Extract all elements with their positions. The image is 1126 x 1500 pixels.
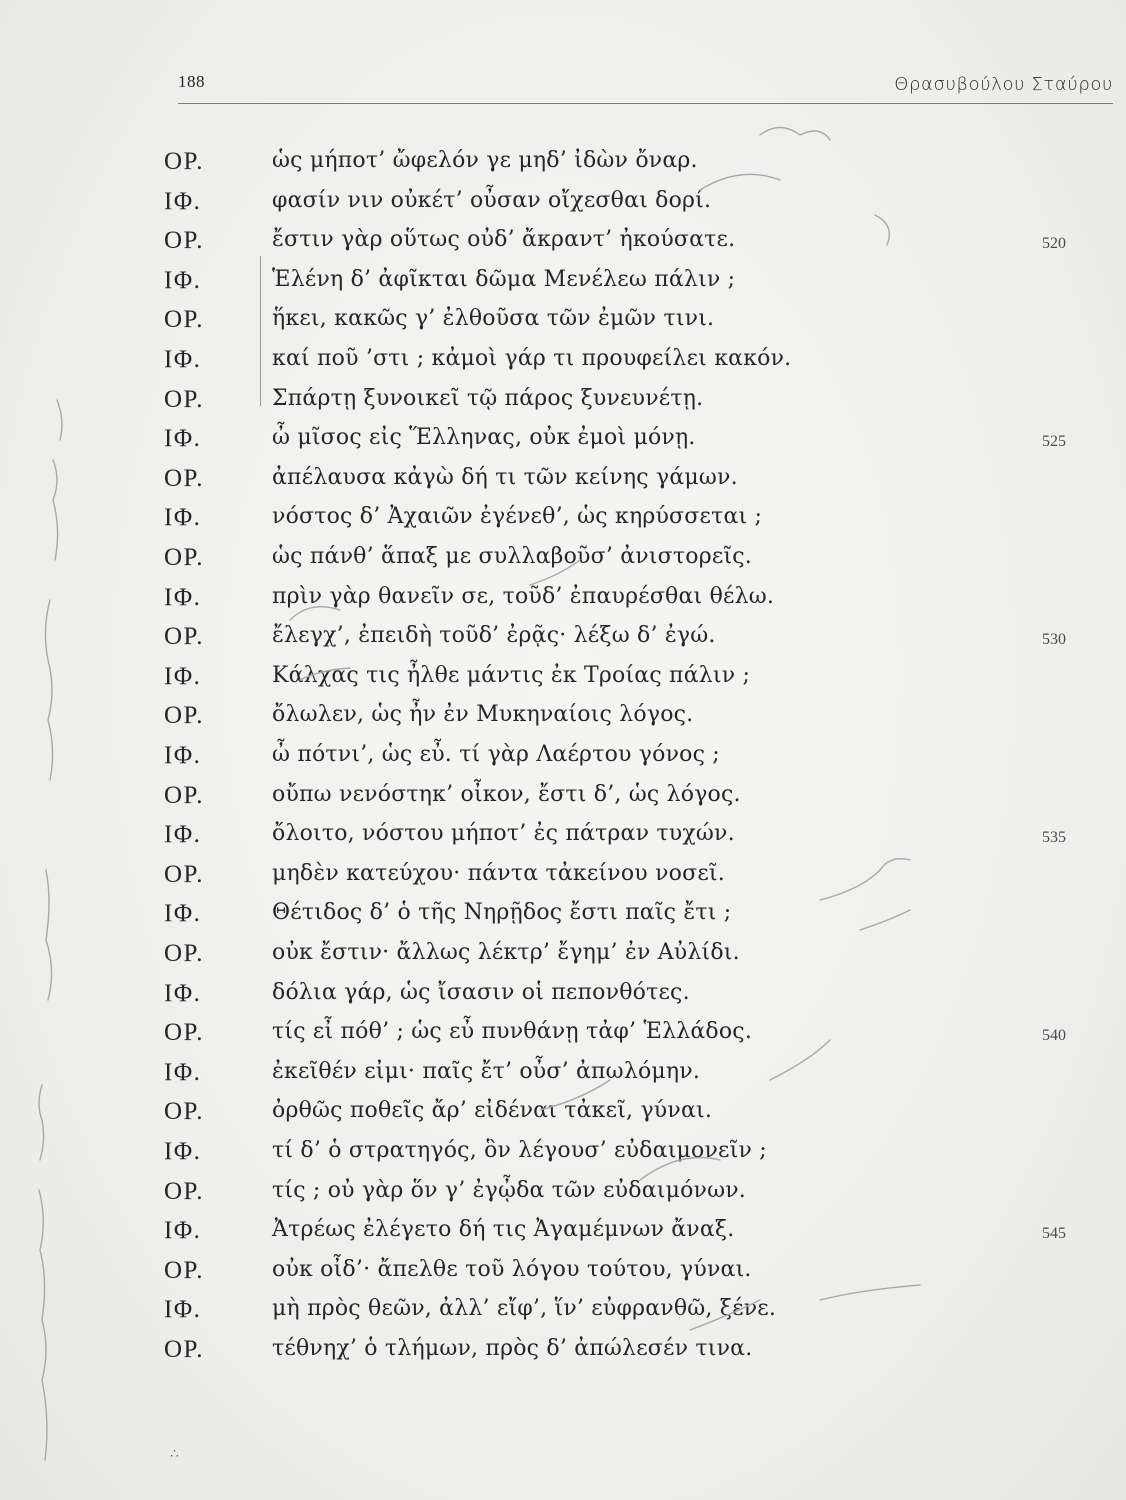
speaker-label: ΙΦ. bbox=[164, 1296, 202, 1324]
verse-text: ὡς μήποτ’ ὤφελόν γε μηδ’ ἰδὼν ὄναρ. bbox=[272, 148, 698, 173]
page-header bbox=[178, 66, 1113, 96]
speaker-label: ΟΡ. bbox=[164, 544, 204, 571]
verse-text: μηδὲν κατεύχου· πάντα τἀκείνου νοσεῖ. bbox=[272, 860, 725, 886]
verse-line bbox=[0, 1098, 1126, 1134]
verse-line bbox=[0, 980, 1126, 1016]
verse-text: φασίν νιν οὐκέτ’ οὖσαν οἴχεσθαι δορί. bbox=[272, 187, 712, 213]
verse-text: Ἀτρέως ἐλέγετο δή τις Ἀγαμέμνων ἄναξ. bbox=[272, 1217, 735, 1243]
verse-line bbox=[0, 940, 1126, 976]
verse-text: πρὶν γὰρ θανεῖν σε, τοῦδ’ ἐπαυρέσθαι θέλω. bbox=[272, 583, 775, 609]
line-number: 540 bbox=[1042, 1027, 1066, 1045]
verse-line bbox=[0, 504, 1126, 540]
running-head: Θρασυβούλου Σταύρου bbox=[894, 74, 1113, 95]
verse-text: ἥκει, κακῶς γ’ ἐλθοῦσα τῶν ἐμῶν τινι. bbox=[272, 306, 715, 332]
verse-line bbox=[0, 821, 1126, 857]
speaker-label: ΙΦ. bbox=[164, 821, 202, 849]
verse-line bbox=[0, 188, 1126, 224]
verse-line bbox=[0, 1138, 1126, 1174]
line-number: 530 bbox=[1042, 631, 1066, 649]
speaker-label: ΟΡ. bbox=[164, 940, 204, 967]
speaker-label: ΙΦ. bbox=[164, 346, 202, 373]
speaker-label: ΙΦ. bbox=[164, 900, 202, 928]
verse-line bbox=[0, 306, 1126, 342]
speaker-label: ΙΦ. bbox=[164, 1217, 202, 1245]
verse-text: καί ποῦ ’στι ; κἀμοὶ γάρ τι προυφείλει κακόν. bbox=[272, 346, 792, 371]
verse-text: τίς ; οὐ γὰρ ὅν γ’ ἐγᾦδα τῶν εὐδαιμόνων. bbox=[272, 1177, 746, 1203]
verse-line bbox=[0, 465, 1126, 501]
speaker-label: ΟΡ. bbox=[164, 1177, 204, 1205]
speaker-label: ΙΦ. bbox=[164, 583, 202, 611]
verse-text: ὡς πάνθ’ ἅπαξ με συλλαβοῦσ’ ἀνιστορεῖς. bbox=[272, 544, 752, 569]
verse-text: ἐκεῖθέν εἰμι· παῖς ἔτ’ οὖσ’ ἀπωλόμην. bbox=[272, 1058, 701, 1084]
speaker-label: ΟΡ. bbox=[164, 306, 204, 334]
verse-text: ἔστιν γὰρ οὕτως οὐδ’ ἄκραντ’ ἠκούσατε. bbox=[272, 227, 736, 253]
speaker-label: ΙΦ. bbox=[164, 1058, 202, 1086]
verse-text: τίς εἶ πόθ’ ; ὡς εὖ πυνθάνῃ τἀφ’ Ἑλλάδος. bbox=[272, 1019, 753, 1045]
speaker-label: ΟΡ. bbox=[164, 860, 204, 888]
verse-line bbox=[0, 782, 1126, 818]
line-number: 525 bbox=[1042, 433, 1066, 451]
verse-text: Ἑλένη δ’ ἀφῖκται δῶμα Μενέλεω πάλιν ; bbox=[272, 266, 736, 292]
verse-line bbox=[0, 544, 1126, 580]
verse-text: τέθνηχ’ ὁ τλήμων, πρὸς δ’ ἀπώλεσέν τινα. bbox=[272, 1336, 753, 1361]
verse-text: οὐκ οἶδ’· ἄπελθε τοῦ λόγου τούτου, γύναι. bbox=[272, 1256, 752, 1282]
speaker-label: ΙΦ. bbox=[164, 979, 202, 1007]
verse-line bbox=[0, 346, 1126, 382]
verse-text: ὦ πότνι’, ὡς εὖ. τί γὰρ Λαέρτου γόνος ; bbox=[272, 742, 720, 767]
line-number: 545 bbox=[1042, 1225, 1066, 1243]
verse-line bbox=[0, 742, 1126, 778]
verse-line bbox=[0, 1019, 1126, 1055]
speaker-label: ΟΡ. bbox=[164, 781, 204, 809]
page-number: 188 bbox=[178, 72, 205, 91]
verse-line bbox=[0, 227, 1126, 263]
verse-line bbox=[0, 1178, 1126, 1214]
ornament-mark: ∴ bbox=[170, 1446, 179, 1462]
speaker-label: ΟΡ. bbox=[164, 148, 204, 175]
verse-line bbox=[0, 1059, 1126, 1095]
header-rule bbox=[178, 103, 1113, 104]
verse-text: ἀπέλαυσα κἀγὼ δή τι τῶν κείνης γάμων. bbox=[272, 464, 738, 490]
verse-line bbox=[0, 1257, 1126, 1293]
verse-line bbox=[0, 861, 1126, 897]
verse-text: ἔλεγχ’, ἐπειδὴ τοῦδ’ ἐρᾷς· λέξω δ’ ἐγώ. bbox=[272, 623, 716, 649]
verse-line bbox=[0, 425, 1126, 461]
speaker-label: ΟΡ. bbox=[164, 385, 204, 413]
speaker-label: ΙΦ. bbox=[164, 266, 202, 294]
verse-text: ὄλωλεν, ὡς ἦν ἐν Μυκηναίοις λόγος. bbox=[272, 702, 694, 728]
verse-text: νόστος δ’ Ἀχαιῶν ἐγένεθ’, ὡς κηρύσσεται ; bbox=[272, 504, 763, 530]
speaker-label: ΙΦ. bbox=[164, 187, 202, 215]
verse-line bbox=[0, 386, 1126, 422]
verse-text: Σπάρτῃ ξυνοικεῖ τῷ πάρος ξυνευνέτῃ. bbox=[272, 385, 704, 411]
verse-text: τί δ’ ὁ στρατηγός, ὃν λέγουσ’ εὐδαιμονεῖν ; bbox=[272, 1138, 767, 1163]
verse-text: οὔπω νενόστηκ’ οἶκον, ἔστι δ’, ὡς λόγος. bbox=[272, 781, 741, 807]
verse-text: ὄλοιτο, νόστου μήποτ’ ἐς πάτραν τυχών. bbox=[272, 821, 735, 847]
verse-line bbox=[0, 900, 1126, 936]
speaker-label: ΟΡ. bbox=[164, 623, 204, 651]
verse-text: οὐκ ἔστιν· ἄλλως λέκτρ’ ἔγημ’ ἐν Αὐλίδι. bbox=[272, 940, 740, 965]
verse-text: Κάλχας τις ἦλθε μάντις ἐκ Τροίας πάλιν ; bbox=[272, 662, 751, 688]
speaker-label: ΙΦ. bbox=[164, 504, 202, 532]
speaker-label: ΟΡ. bbox=[164, 1098, 204, 1126]
line-number: 520 bbox=[1042, 235, 1066, 253]
verse-line bbox=[0, 1296, 1126, 1332]
verse-text: δόλια γάρ, ὡς ἴσασιν οἱ πεπονθότες. bbox=[272, 979, 690, 1005]
verse-line bbox=[0, 584, 1126, 620]
speaker-label: ΙΦ. bbox=[164, 662, 202, 690]
speaker-label: ΟΡ. bbox=[164, 1019, 204, 1047]
speaker-label: ΟΡ. bbox=[164, 1336, 204, 1363]
speaker-label: ΟΡ. bbox=[164, 1256, 204, 1284]
speaker-label: ΙΦ. bbox=[164, 425, 202, 453]
verse-text: ὀρθῶς ποθεῖς ἄρ’ εἰδέναι τἀκεῖ, γύναι. bbox=[272, 1098, 713, 1124]
speaker-label: ΟΡ. bbox=[164, 464, 204, 492]
verse-line bbox=[0, 267, 1126, 303]
verse-line bbox=[0, 623, 1126, 659]
speaker-label: ΙΦ. bbox=[164, 1138, 202, 1165]
verse-text: μὴ πρὸς θεῶν, ἀλλ’ εἴφ’, ἵν’ εὐφρανθῶ, ξένε. bbox=[272, 1296, 777, 1322]
verse-line bbox=[0, 702, 1126, 738]
speaker-label: ΟΡ. bbox=[164, 227, 204, 255]
verse-line bbox=[0, 1336, 1126, 1372]
verse-text: Θέτιδος δ’ ὁ τῆς Νηρῇδος ἔστι παῖς ἔτι ; bbox=[272, 900, 732, 926]
verse-line bbox=[0, 1217, 1126, 1253]
speaker-label: ΟΡ. bbox=[164, 702, 204, 730]
speaker-label: ΙΦ. bbox=[164, 742, 202, 769]
verse-text: ὦ μῖσος εἰς Ἕλληνας, οὐκ ἐμοὶ μόνῃ. bbox=[272, 425, 696, 451]
verse-line bbox=[0, 663, 1126, 699]
verse-line bbox=[0, 148, 1126, 184]
line-number: 535 bbox=[1042, 829, 1066, 847]
